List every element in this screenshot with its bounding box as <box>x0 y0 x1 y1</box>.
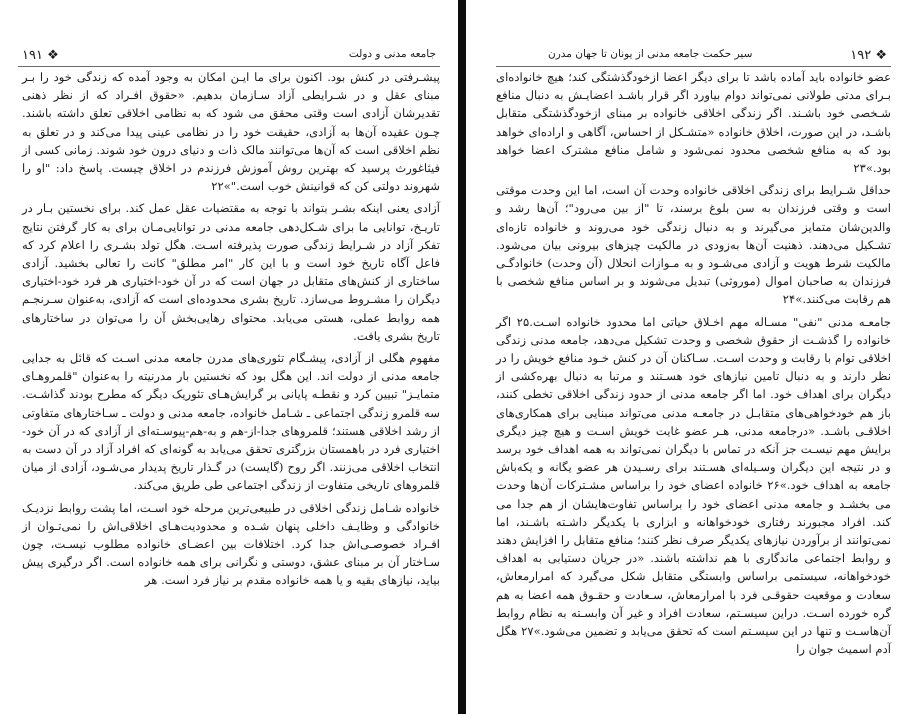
right-page <box>466 0 917 714</box>
page-number: ۱۹۱ ❖ <box>22 48 59 63</box>
paragraph: جامعـه مدنی "نفی" مسـاله مهم اخـلاق حیاتی اما محدود خانواده اسـت.۲۵ اگر خانواده را گذشـت از حقوق شخصی و وحدت تشکیل می‌دهد، جامعه مدنی زندگی اخلاقی توام با رقابت و وحدت اسـت. سـاکنان آن در کنش خـود منافع خویش را در نظر دارند و به دنبال تامین نیازهای خود هسـتند و مرتبا به دنبال بهره‌کشی از دیگران برای اهداف خود. اما اگر جامعه مدنی از حدود زندگی اخلاقی تخطی کنند، باز هم خودخواهی‌های متقابـل در جامعـه مدنی می‌تواند مبنایی برای همکاری‌های اخلاقـی باشـد. «درجامعه مدنی، هـر عضو غایت خویش اسـت و هیچ چیز دیگری برایش مهم نیسـت جز آنکه در تماس با دیگران نمی‌تواند به همه اهداف خود برسد و در نتیجه این دیگران وسـیله‌ای هسـتند برای رسـیدن هر عضو یگانه و یکه‌باش جامعه به اهداف خود.»۲۶ خانواده اعضای خود را براساس مشـترکات آن‌ها وحدت می بخشـد و جامعه مدنی اعضای خود را براساس تفاوت‌هایشان از هم جدا می کند. افراد مجبورند رفتاری خودخواهانه و ابزاری با یکدیگر داشـته باشـند، اما نمی‌توانند از برآوردن نیازهای یکدیگر صرف نظر کنند؛ منافع متقابل را افزایش دهند و روابط اجتماعی ماندگاری با هم نداشته باشند. «در جریان دستیابی به اهداف خودخواهانه، سیستمی براساس وابستگی متقابل شکل می‌گیرد که امرارمعاش، سعادت و موقعیت حقوقـی فرد با امرارمعاش، سـعادت و حقـوق همه اعضا به هم گره خورده اسـت. دراین سیسـتم، سعادت افراد و غیر آن وابسـته به نظام روابط آن‌هاسـت و تنها در این سیسـتم است که تحقق می‌یابد و تضمین می‌شود.»۲۷ هگل آدم اسمیث جوان را <box>496 314 892 657</box>
running-title: جامعه مدنی و دولت <box>348 48 436 60</box>
paragraph: حداقل شـرایط برای زندگی اخلاقی خانواده وحدت آن است، اما این وحدت موقتی است و وقتی فرزندان به سن بلوغ برسند، تا "از بین می‌رود"؛ آن‌ها رشد و والدین‌شان متمایز می‌گیرند و به دنبال زندگی خود می‌روند و خانواده تازه‌ای تشـکیل می‌دهند. ذهنیت آن‌ها به‌زودی در مالکیت چیزهای بیرونی بیان می‌شود. مالکیت شرط هویت و آزادی می‌شـود و به مـوازات انحلال (آن وحدت) خانوادگـی فرزندان به صاحبان اموال (موروثی) تبدیل می‌شوند و بر اساس منافع شخصی با هم رقابت می‌کنند.»۲۴ <box>496 183 891 307</box>
running-title: سیر حکمت جامعه مدنی از یونان تا جهان مدرن <box>548 48 753 60</box>
page-header <box>18 44 440 67</box>
paragraph: مفهوم هگلی از آزادی، پیشـگام تئوری‌های مدرن جامعه مدنی اسـت که قائل به جدایی جامعه مدنی از دولت اند. این هگل بود که نخستین بار مدرنیته را به‌عنوان "قلمروهـای متمایـز" تبیین کرد و نقطـه پایانی بر گرایش‌هـای تئوریک دیگر که مطرح بودند گذاشـت. سه قلمرو زندگی اجتماعی ـ شـامل خانواده، جامعه مدنی و دولت ـ سـاختارهای متفاوتی از رشد اخلاقی هستند؛ قلمروهای جدا-از-هم و به-هم-پیوسـته‌ای از آزادی که در آن خود-اختیاری فرد در باهمستان بزرگتری تحقق می‌یابد به گونه‌ای که افراد آزاد در آن دست به انتخاب اخلاقی می‌زنند. اگر روح (گایست) در گـذار تاریخ پدیدار می‌شـود، آزادی از میان قلمروهای تاریخی متفاوت از زندگی اجتماعی طی طریق می‌کند. <box>22 351 440 493</box>
paragraph: خانواده شـامل زندگی اخلاقی در طبیعی‌ترین مرحله خود اسـت، اما پشت روابط نزدیـک خانوادگی و وظایـف داخلی پنهان شـده و محدودیت‌هـای اخلاقی‌اش را نمی‌تـوان از افـراد خصوصـی‌اش جدا کرد. اختلافات بین اعضـای خانواده مطلوب نیسـت، چون سـاختار آن بر مبنای عشق، دوستی و نگرانی برای همه خانواده است. اگر درگیری پیش بیاید، نیازهای بقیه و یا همه خانواده مقدم بر نیاز فرد است. هر <box>22 500 440 588</box>
left-page <box>0 0 458 714</box>
paragraph: پیشـرفتی در کنش بود. اکنون برای ما ایـن امکان به وجود آمده که زندگی خود را بـر مبنای عقل و در شـرایطی آزاد سـازمان بدهیم. «حقوق افـراد که از نظر ذهنی تقدیرشان آزادی است وقتی محقق می شود که به نظامی اخلاقی تعلق داشته باشند. چـون عقیده آن‌ها به آزادی، حقیقت خود را در نظامی عینی پیدا می‌کند و در تعلق به نظم اخلاقی است که آن‌ها می‌توانند مالک ذات و دنیای درون خود شوند. زمانی کسی از فیثاغورث پرسید که بهترین روش آموزش فرزندم در اخلاق چیست. پاسخ داد: "او را شهروند دولتی کن که قوانینش خوب است."»۲۲ <box>22 70 440 194</box>
page-gutter <box>458 0 466 714</box>
page-header <box>496 44 891 67</box>
page-number: ❖ ۱۹۲ <box>850 48 887 63</box>
body-text <box>496 68 891 663</box>
paragraph: آزادی یعنی اینکه بشـر بتواند با توجه به مقتضیات عقل عمل کند. برای نخستین بـار در تاریـخ، توانایی ما برای شـکل‌دهی جامعه مدنی در توانایی‌مـان برای به کار گرفتن نتایج تفکر آزاد در شـرایط زندگی صورت پذیرفته اسـت. هگل تولد بشـری را اعلام کرد که فاعل آگاه تاریخ خود است و با این کار "امر مطلق" کانت را تعالی بخشید. آزادی ساختاری از کنش‌های متقابل در جهان است که در آن خود-اختیاری هر فرد خود-اختیاری دیگران را مشـروط می‌سازد. تاریخ بشری محدوده‌ای است که آزادی، به‌عنوان سـرنجـم همه روابط عملی، هستی می‌یابد. محتوای رهایی‌بخش آن را می‌توان در ساختارهای تاریخ بشری یافت. <box>22 201 440 343</box>
paragraph: عضو خانواده باید آماده باشد تا برای دیگر اعضا ازخودگذشتگی کند؛ هیچ خانواده‌ای بـرای مدتی طولانی نمی‌تواند دوام بیاورد اگر قرار باشـد اعضایـش به دنبال منافع شـخصی خود باشـند. اگر زندگی اخلاقی خانواده بر مبنای ازخودگذشتگی متقابل باشـد، در این صورت، اخلاق خانواده «متشـکل از احساس، آگاهی و اراده‌ای خواهد بود که به منافع شخصی محدود نمی‌شود و شامل منافع مشترک اعضا خواهد بود.»۲۳ <box>496 70 891 176</box>
body-text <box>22 68 440 594</box>
